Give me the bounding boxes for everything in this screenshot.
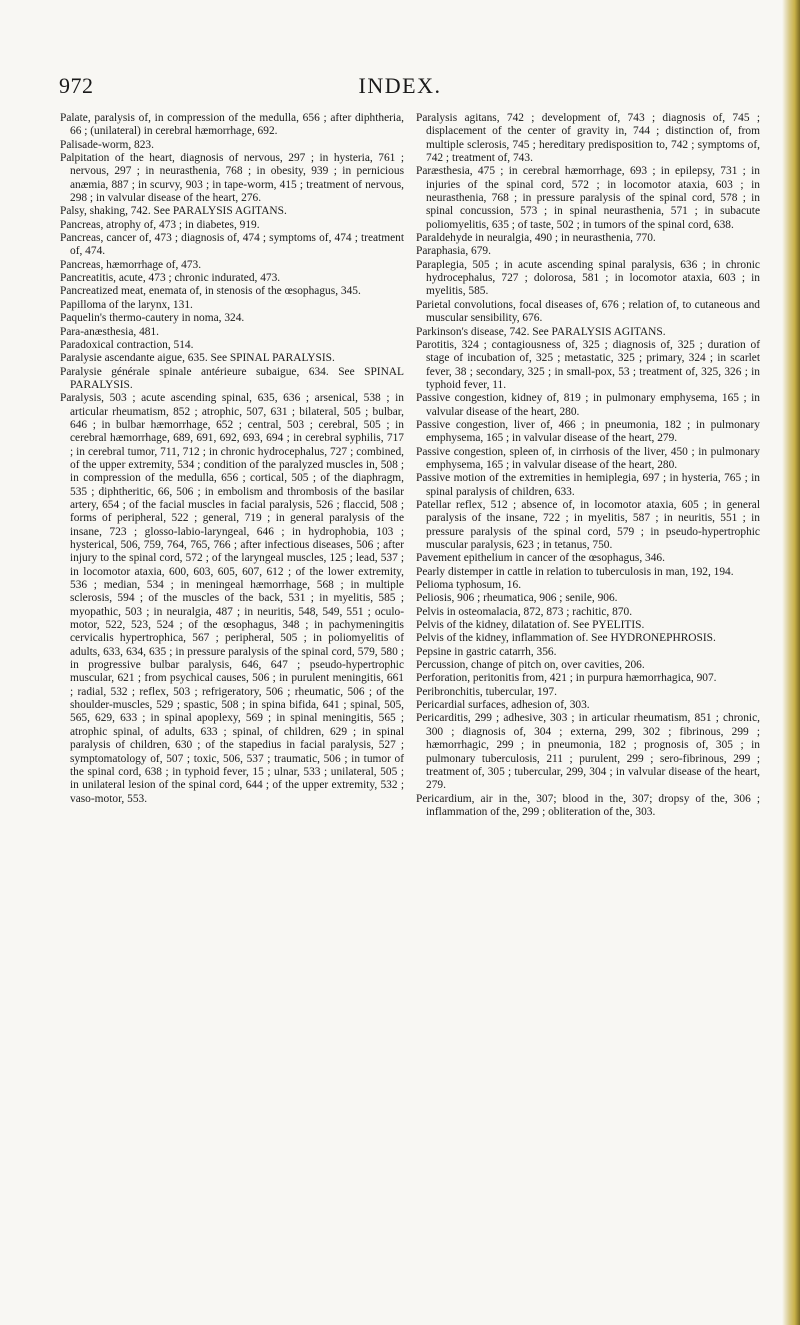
index-entry: Perforation, peritonitis from, 421 ; in purpura hæmorrhagica, 907. (416, 672, 717, 685)
index-entry: Paralysis, 503 ; acute ascending spinal, 635, 636 ; arsenical, 538 ; in articular rheumatism, 852 ; atrophic, 507, 631 ; bilateral, 505 ; bulbar, 646 ; in bulbar hæmorrhage, 652 ; central, 503 ; cerebral, 505 ; in cerebral hæmorrhage, 689, 691, 692, 693, 694 ; in cerebral syphilis, 717 ; in cerebral tumor, 711, 712 ; in chronic hydrocephalus, 727 ; combined, of the upper extremity, 534 ; condition of the paralyzed muscles in, 508 ; in compression of the medulla, 656 ; cortical, 505 ; of the diaphragm, 535 ; diphtheritic, 66, 506 ; in embolism and thrombosis of the basilar artery, 654 ; of the facial muscles in facial paralysis, 526 ; flaccid, 508 ; forms of peripheral, 522 ; general, 719 ; in general paralysis of the insane, 723 ; glosso-labio-laryngeal, 646 ; in hydrophobia, 103 ; hysterical, 506, 759, 764, 765, 766 ; after infectious diseases, 506 ; after injury to the spinal cord, 572 ; of the laryngeal muscles, 125 ; lead, 537 ; in locomotor ataxia, 600, 603, 605, 607, 612 ; of the lower extremity, 536 ; median, 534 ; in meningeal hæmorrhage, 568 ; in multiple sclerosis, 594 ; of the muscles of the back, 531 ; in myelitis, 585 ; myopathic, 503 ; in neuralgia, 487 ; in neuritis, 548, 549, 551 ; oculo-motor, 522, 523, 524 ; of the œsophagus, 348 ; in pachymeningitis cervicalis hypertrophica, 567 ; peripheral, 505 ; in poliomyelitis of adults, 633, 634, 635 ; in pressure paralysis of the spinal cord, 579, 580 ; in progressive bulbar paralysis, 646, 647 ; pseudo-hypertrophic muscular, 621 ; from psychical causes, 506 ; in purulent meningitis, 661 ; radial, 532 ; reflex, 503 ; refrigeratory, 506 ; rheumatic, 506 ; of the shoulder-muscles, 529 ; spastic, 508 ; in spina bifida, 641 ; spinal, 505, 565, 629, 633 ; in spinal apoplexy, 569 ; in spinal meningitis, 565 ; atrophic spinal, of adults, 633 ; spinal, of children, 629 ; in spinal paralysis of children, 630 ; of the stapedius in facial paralysis, 527 ; symptomatology of, 507 ; toxic, 506, 537 ; traumatic, 506 ; in tumor of the spinal cord, 638 ; in typhoid fever, 15 ; ulnar, 533 ; unilateral, 505 ; in unilateral lesion of the spinal cord, 644 ; of the upper extremity, 532 ; vaso-motor, 553. (60, 392, 404, 805)
index-entry: Paradoxical contraction, 514. (60, 338, 194, 351)
index-entry: Pericardium, air in the, 307; blood in the, 307; dropsy of the, 306 ; inflammation of the, 299 ; obliteration of the, 303. (416, 792, 760, 818)
index-entry: Passive congestion, liver of, 466 ; in pneumonia, 182 ; in pulmonary emphysema, 165 ; in valvular disease of the heart, 279. (416, 418, 760, 445)
index-entry: Passive congestion, kidney of, 819 ; in pulmonary emphysema, 165 ; in valvular disease of the heart, 280. (416, 392, 760, 418)
index-entry: Palpitation of the heart, diagnosis of nervous, 297 ; in hysteria, 761 ; nervous, 297 ; in neurasthenia, 768 ; in obesity, 939 ; in pernicious anæmia, 887 ; in scurvy, 903 ; in tape-worm, 415 ; treatment of nervous, 298 ; in valvular disease of the heart, 276. (60, 152, 404, 205)
index-entry: Pericardial surfaces, adhesion of, 303. (416, 699, 590, 712)
index-entry: Pepsine in gastric catarrh, 356. (416, 645, 557, 658)
index-entry: Parietal convolutions, focal diseases of, 676 ; relation of, to cutaneous and muscular sensibility, 676. (416, 298, 760, 325)
page-number: 972 (59, 73, 94, 98)
index-entry: Peliosis, 906 ; rheumatica, 906 ; senile, 906. (416, 592, 618, 605)
index-entry: Paraldehyde in neuralgia, 490 ; in neurasthenia, 770. (416, 232, 656, 245)
index-entry: Passive motion of the extremities in hemiplegia, 697 ; in hysteria, 765 ; in spinal paralysis of children, 633. (416, 472, 760, 498)
index-entry: Paralysie générale spinale antérieure subaigue, 634. See SPINAL PARALYSIS. (60, 365, 404, 391)
right-column (416, 112, 760, 819)
index-entry: Paralysis agitans, 742 ; development of, 743 ; diagnosis of, 745 ; displacement of the center of gravity in, 744 ; distinction of, from multiple sclerosis, 745 ; hereditary predisposition to, 742 ; symptoms of, 742 ; treatment of, 743. (416, 112, 760, 165)
index-entry: Pelvis of the kidney, dilatation of. See PYELITIS. (416, 619, 645, 632)
index-entry: Palsy, shaking, 742. See PARALYSIS AGITANS. (60, 205, 287, 218)
index-entry: Paralysie ascendante aigue, 635. See SPINAL PARALYSIS. (60, 352, 335, 365)
index-entry: Patellar reflex, 512 ; absence of, in locomotor ataxia, 605 ; in general paralysis of the insane, 722 ; in myelitis, 587 ; in neuritis, 551 ; in pressure paralysis of the spinal cord, 579 ; in pseudo-hypertrophic muscular paralysis, 623 ; in tetanus, 750. (416, 498, 760, 551)
index-entry: Palisade-worm, 823. (60, 138, 154, 151)
left-column (60, 112, 404, 819)
index-entry: Paræsthesia, 475 ; in cerebral hæmorrhage, 693 ; in epilepsy, 731 ; in injuries of the spinal cord, 572 ; in locomotor ataxia, 603 ; in neurasthenia, 768 ; in pressure paralysis of the spinal cord, 578 ; in spinal concussion, 573 ; in spinal neurasthenia, 571 ; in subacute poliomyelitis, 635 ; of taste, 502 ; in tumors of the spinal cord, 638. (416, 165, 760, 231)
index-entry: Paraplegia, 505 ; in acute ascending spinal paralysis, 636 ; in chronic hydrocephalus, 727 ; dolorosa, 581 ; in locomotor ataxia, 603 ; in myelitis, 585. (416, 258, 760, 298)
index-entry: Papilloma of the larynx, 131. (60, 298, 193, 311)
index-entry: Pancreas, hæmorrhage of, 473. (60, 258, 202, 271)
index-entry: Paraphasia, 679. (416, 245, 491, 258)
index-entry: Peribronchitis, tubercular, 197. (416, 685, 557, 698)
index-entry: Pancreatitis, acute, 473 ; chronic indurated, 473. (60, 272, 281, 285)
index-columns (60, 112, 760, 819)
index-entry: Para-anæsthesia, 481. (60, 325, 160, 338)
index-entry: Pavement epithelium in cancer of the œsophagus, 346. (416, 552, 665, 565)
index-entry: Parotitis, 324 ; contagiousness of, 325 ; diagnosis of, 325 ; duration of stage of incubation of, 325 ; metastatic, 325 ; primary, 324 ; in scarlet fever, 38 ; secondary, 325 ; in small-pox, 53 ; treatment of, 325, 326 ; in typhoid fever, 11. (416, 338, 760, 391)
index-entry: Pelioma typhosum, 16. (416, 579, 522, 592)
index-entry: Pearly distemper in cattle in relation to tuberculosis in man, 192, 194. (416, 565, 734, 578)
index-entry: Passive congestion, spleen of, in cirrhosis of the liver, 450 ; in pulmonary emphysema, 165 ; in valvular disease of the heart, 280. (416, 445, 760, 471)
index-entry: Pancreatized meat, enemata of, in stenosis of the œsophagus, 345. (60, 285, 361, 298)
page-title: INDEX. (358, 73, 442, 98)
index-entry: Percussion, change of pitch on, over cavities, 206. (416, 659, 645, 672)
index-entry: Pericarditis, 299 ; adhesive, 303 ; in articular rheumatism, 851 ; chronic, 300 ; diagnosis of, 304 ; externa, 299, 302 ; fibrinous, 299 ; hæmorrhagic, 299 ; in pneumonia, 182 ; prognosis of, 305 ; in pulmonary tuberculosis, 211 ; purulent, 299 ; sero-fibrinous, 299 ; treatment of, 305 ; tubercular, 299, 304 ; in valvular disease of the heart, 279. (416, 712, 760, 792)
index-entry: Palate, paralysis of, in compression of the medulla, 656 ; after diphtheria, 66 ; (unilateral) in cerebral hæmorrhage, 692. (60, 112, 404, 138)
index-entry: Pelvis of the kidney, inflammation of. See HYDRONEPHROSIS. (416, 632, 716, 645)
index-entry: Paquelin's thermo-cautery in noma, 324. (60, 312, 245, 325)
page-edge (782, 0, 800, 1325)
index-entry: Pancreas, cancer of, 473 ; diagnosis of, 474 ; symptoms of, 474 ; treatment of, 474. (60, 232, 404, 258)
index-entry: Pancreas, atrophy of, 473 ; in diabetes, 919. (60, 218, 260, 231)
index-entry: Parkinson's disease, 742. See PARALYSIS AGITANS. (416, 325, 666, 338)
index-entry: Pelvis in osteomalacia, 872, 873 ; rachitic, 870. (416, 605, 633, 618)
